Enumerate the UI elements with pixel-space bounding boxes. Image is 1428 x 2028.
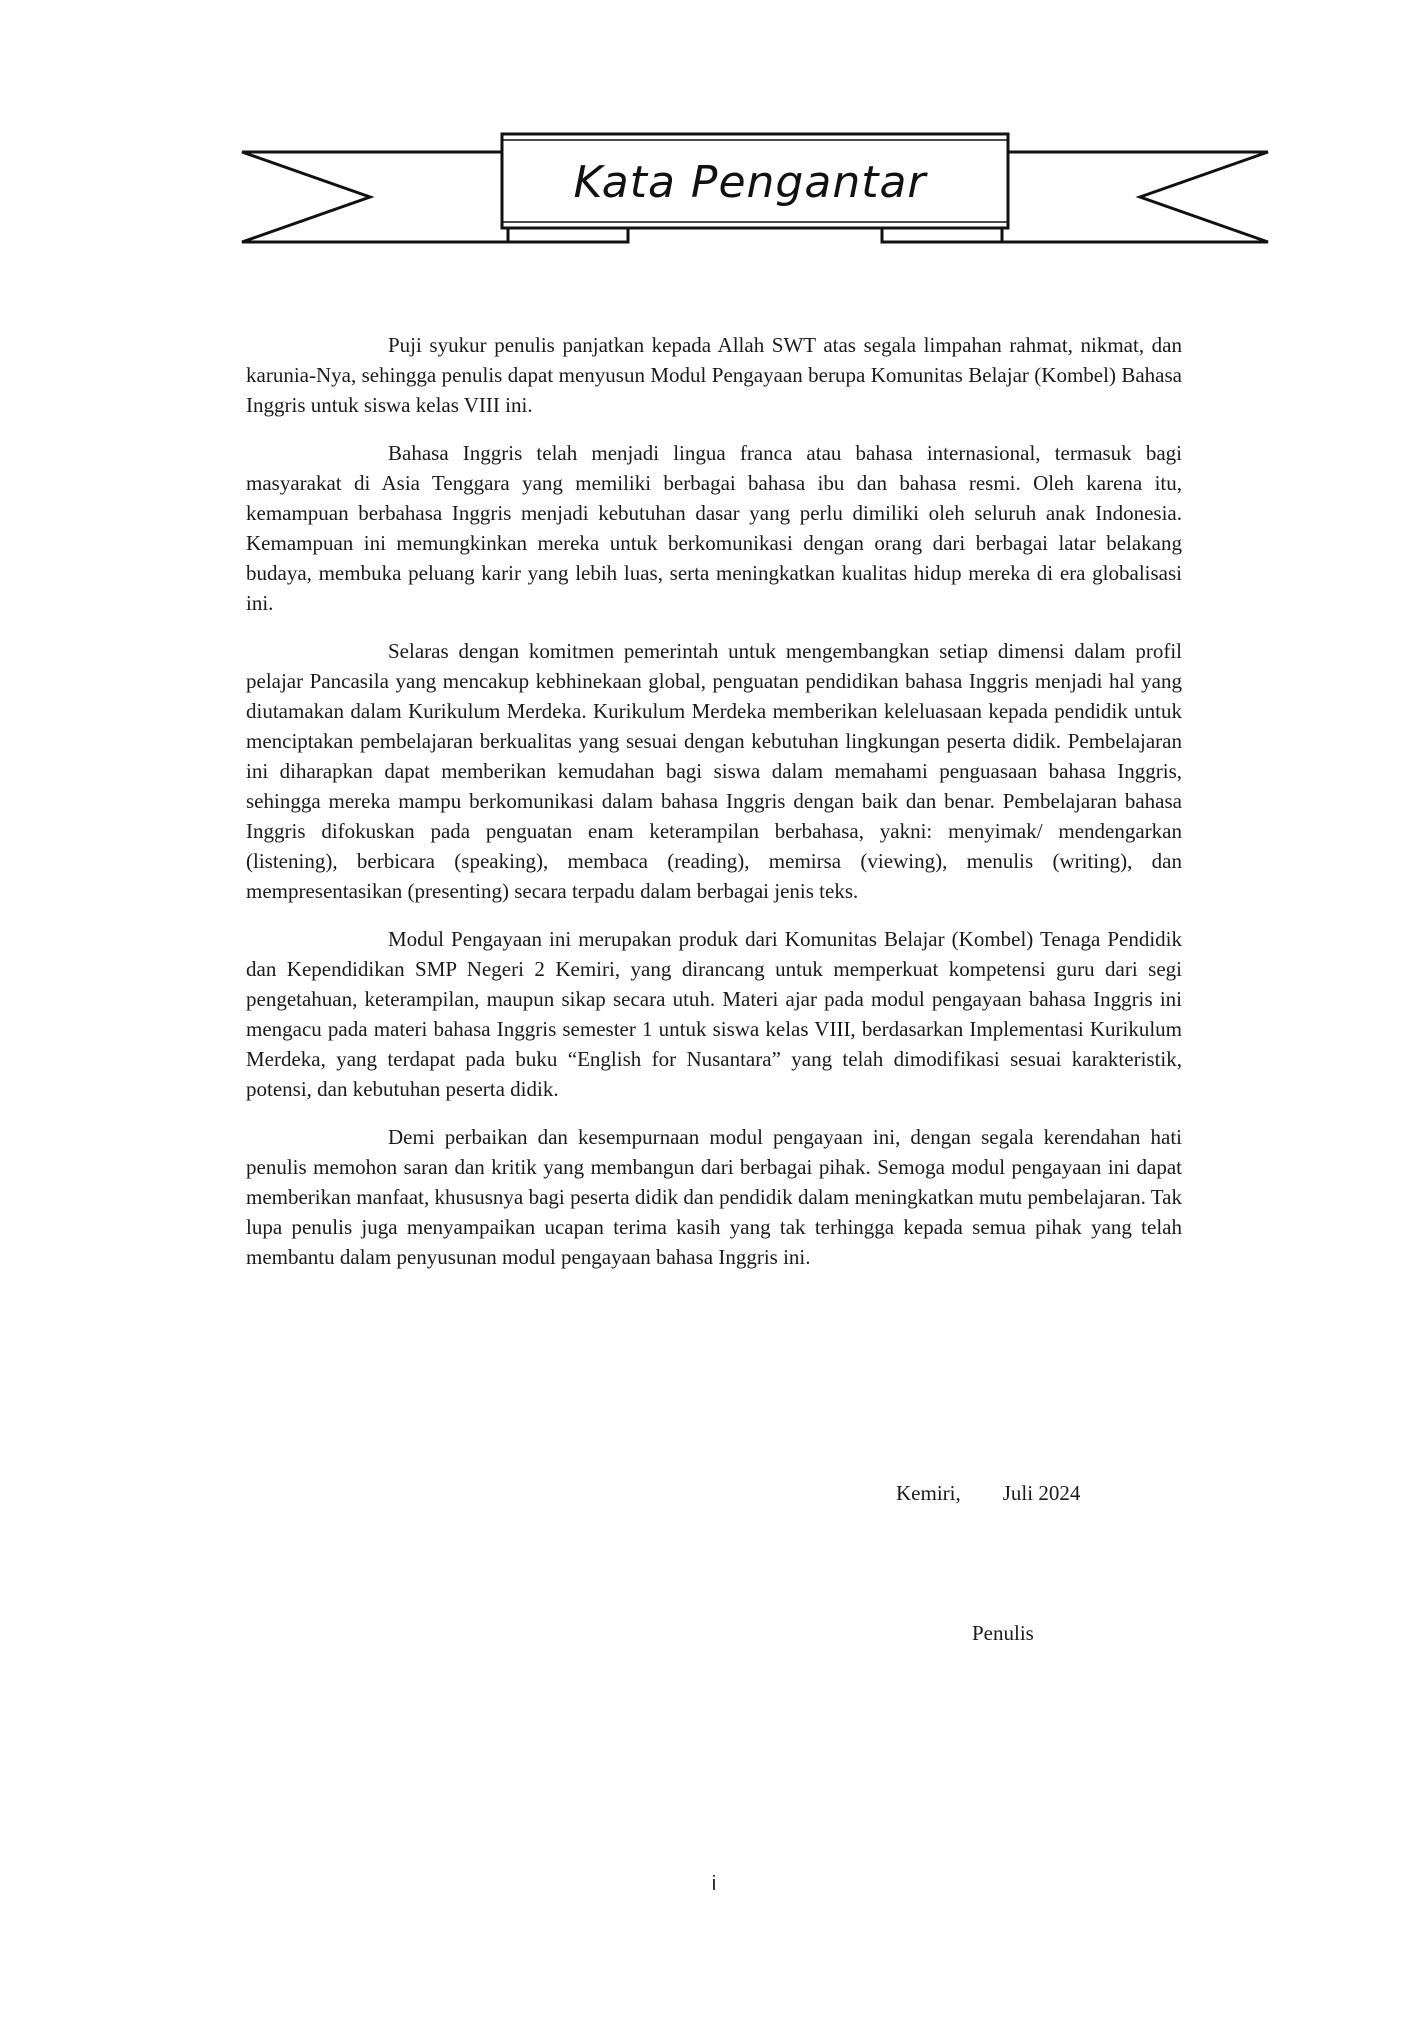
paragraph: Demi perbaikan dan kesempurnaan modul pengayaan ini, dengan segala kerendahan hati penulis memohon saran dan kritik yang membangun dari berbagai pihak. Semoga modul pengayaan ini dapat memberikan manfaat, khususnya bagi peserta didik dan pendidik dalam meningkatkan mutu pembelajaran. Tak lupa penulis juga menyampaikan ucapan terima kasih yang tak terhingga kepada semua pihak yang telah membantu dalam penyusunan modul pengayaan bahasa Inggris ini. [246, 1125, 1182, 1269]
page-title: Kata Pengantar [573, 157, 927, 208]
title-banner [240, 130, 1270, 254]
body-text [246, 330, 1182, 1290]
closing-date: Juli 2024 [1002, 1481, 1081, 1505]
paragraph: Selaras dengan komitmen pemerintah untuk mengembangkan setiap dimensi dalam profil pelajar Pancasila yang mencakup kebhinekaan global, penguatan pendidikan bahasa Inggris menjadi hal yang diutamakan dalam Kurikulum Merdeka. Kurikulum Merdeka memberikan keleluasaan kepada pendidik untuk menciptakan pembelajaran berkualitas yang sesuai dengan kebutuhan lingkungan peserta didik. Pembelajaran ini diharapkan dapat memberikan kemudahan bagi siswa dalam memahami penguasaan bahasa Inggris, sehingga mereka mampu berkomunikasi dalam bahasa Inggris dengan baik dan benar. Pembelajaran bahasa Inggris difokuskan pada penguatan enam keterampilan berbahasa, yakni: menyimak/ mendengarkan (listening), berbicara (speaking), membaca (reading), memirsa (viewing), menulis (writing), dan mempresentasikan (presenting) secara terpadu dalam berbagai jenis teks. [246, 639, 1182, 903]
place-date-line [896, 1478, 1080, 1508]
paragraph: Puji syukur penulis panjatkan kepada Allah SWT atas segala limpahan rahmat, nikmat, dan karunia-Nya, sehingga penulis dapat menyusun Modul Pengayaan berupa Komunitas Belajar (Kombel) Bahasa Inggris untuk siswa kelas VIII ini. [246, 333, 1182, 417]
closing-place: Kemiri, [896, 1481, 961, 1505]
page-number: i [711, 1873, 717, 1895]
paragraph: Modul Pengayaan ini merupakan produk dari Komunitas Belajar (Kombel) Tenaga Pendidik dan Kependidikan SMP Negeri 2 Kemiri, yang dirancang untuk memperkuat kompetensi guru dari segi pengetahuan, keterampilan, maupun sikap secara utuh. Materi ajar pada modul pengayaan bahasa Inggris ini mengacu pada materi bahasa Inggris semester 1 untuk siswa kelas VIII, berdasarkan Implementasi Kurikulum Merdeka, yang terdapat pada buku “English for Nusantara” yang telah dimodifikasi sesuai karakteristik, potensi, dan kebutuhan peserta didik. [246, 927, 1182, 1101]
closing-author: Penulis [972, 1621, 1034, 1645]
paragraph: Bahasa Inggris telah menjadi lingua franca atau bahasa internasional, termasuk bagi masyarakat di Asia Tenggara yang memiliki berbagai bahasa ibu dan bahasa resmi. Oleh karena itu, kemampuan berbahasa Inggris menjadi kebutuhan dasar yang perlu dimiliki oleh seluruh anak Indonesia. Kemampuan ini memungkinkan mereka untuk berkomunikasi dengan orang dari berbagai latar belakang budaya, membuka peluang karir yang lebih luas, serta meningkatkan kualitas hidup mereka di era globalisasi ini. [246, 441, 1182, 615]
